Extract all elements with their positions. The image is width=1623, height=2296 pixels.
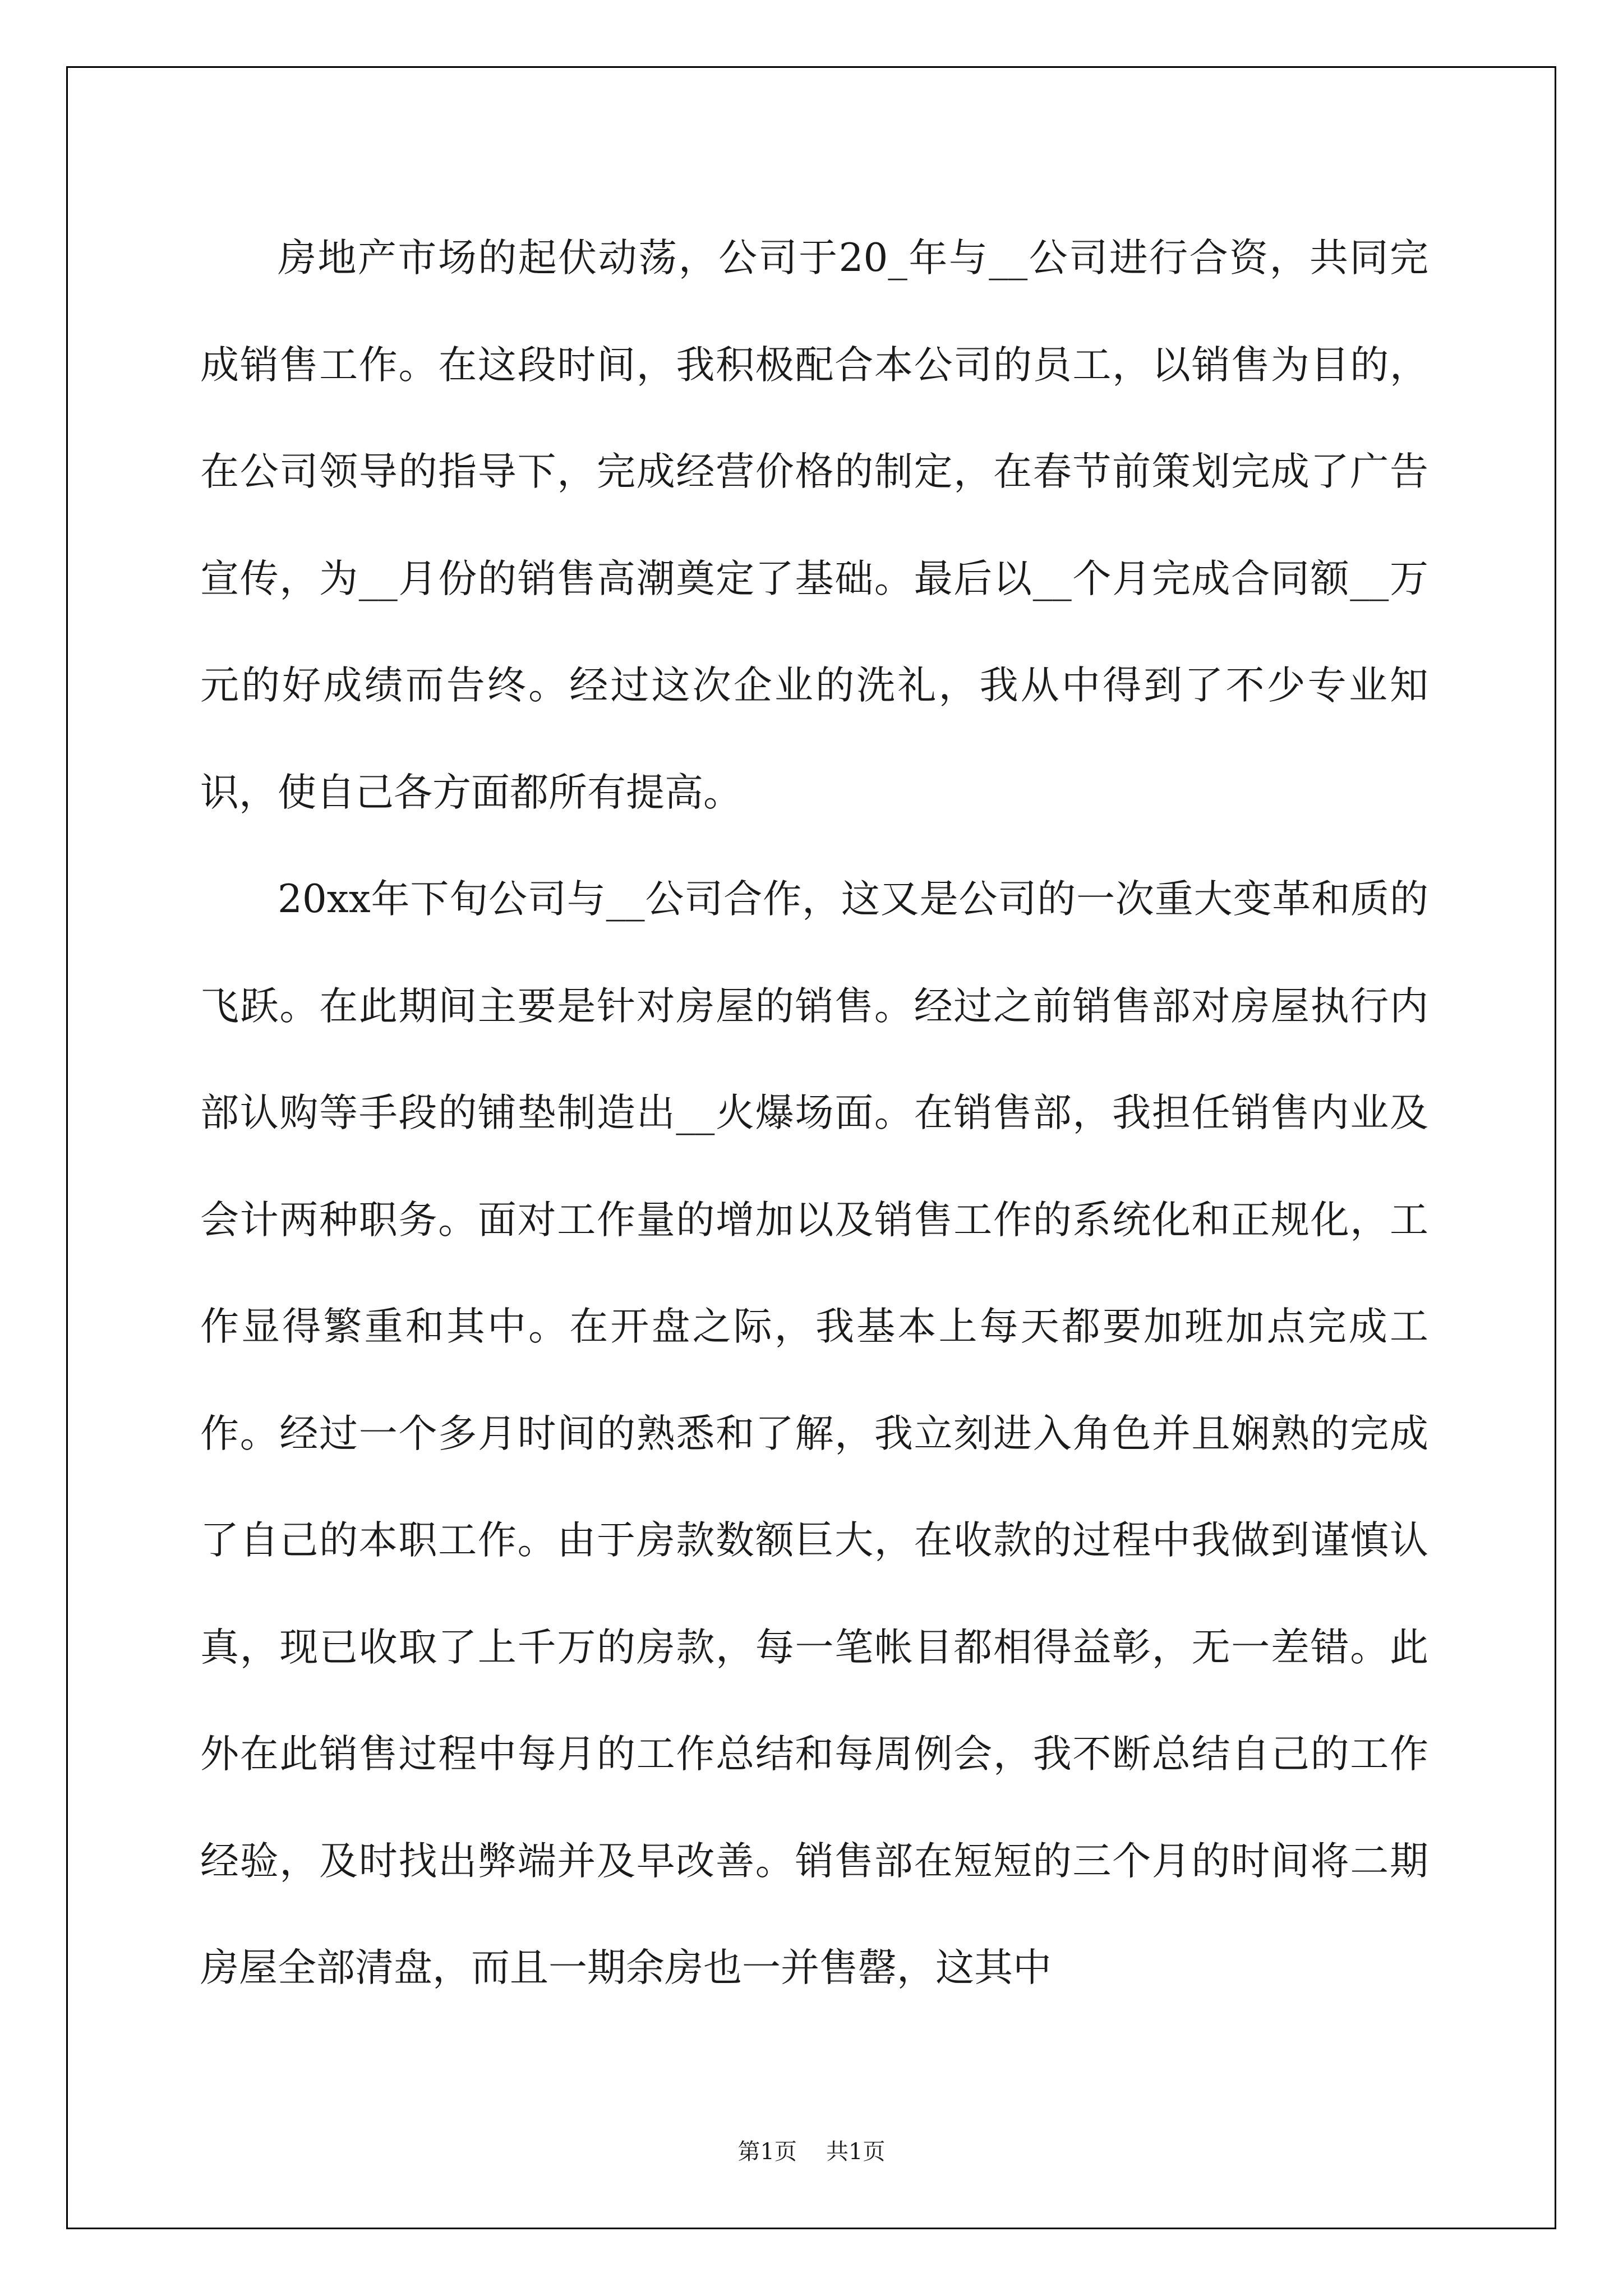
document-body — [200, 205, 1428, 2022]
paragraph-1: 房地产市场的起伏动荡，公司于20_年与__公司进行合资，共同完成销售工作。在这段时间，我积极配合本公司的员工，以销售为目的，在公司领导的指导下，完成经营价格的制定，在春节前策划完成了广告宣传，为__月份的销售高潮奠定了基础。最后以__个月完成合同额__万元的好成绩而告终。经过这次企业的洗礼，我从中得到了不少专业知识，使自己各方面都所有提高。 — [200, 236, 1428, 815]
paragraph-2: 20xx年下旬公司与__公司合作，这又是公司的一次重大变革和质的飞跃。在此期间主要是针对房屋的销售。经过之前销售部对房屋执行内部认购等手段的铺垫制造出__火爆场面。在销售部，我担任销售内业及会计两种职务。面对工作量的增加以及销售工作的系统化和正规化，工作显得繁重和其中。在开盘之际，我基本上每天都要加班加点完成工作。经过一个多月时间的熟悉和了解，我立刻进入角色并且娴熟的完成了自己的本职工作。由于房款数额巨大，在收款的过程中我做到谨慎认真，现已收取了上千万的房款，每一笔帐目都相得益彰，无一差错。此外在此销售过程中每月的工作总结和每周例会，我不断总结自己的工作经验，及时找出弊端并及早改善。销售部在短短的三个月的时间将二期房屋全部清盘，而且一期余房也一并售罄，这其中 — [200, 877, 1428, 1990]
page-footer — [0, 2135, 1623, 2169]
page-number: 第1页 — [737, 2139, 797, 2165]
page-count: 共1页 — [826, 2139, 886, 2165]
